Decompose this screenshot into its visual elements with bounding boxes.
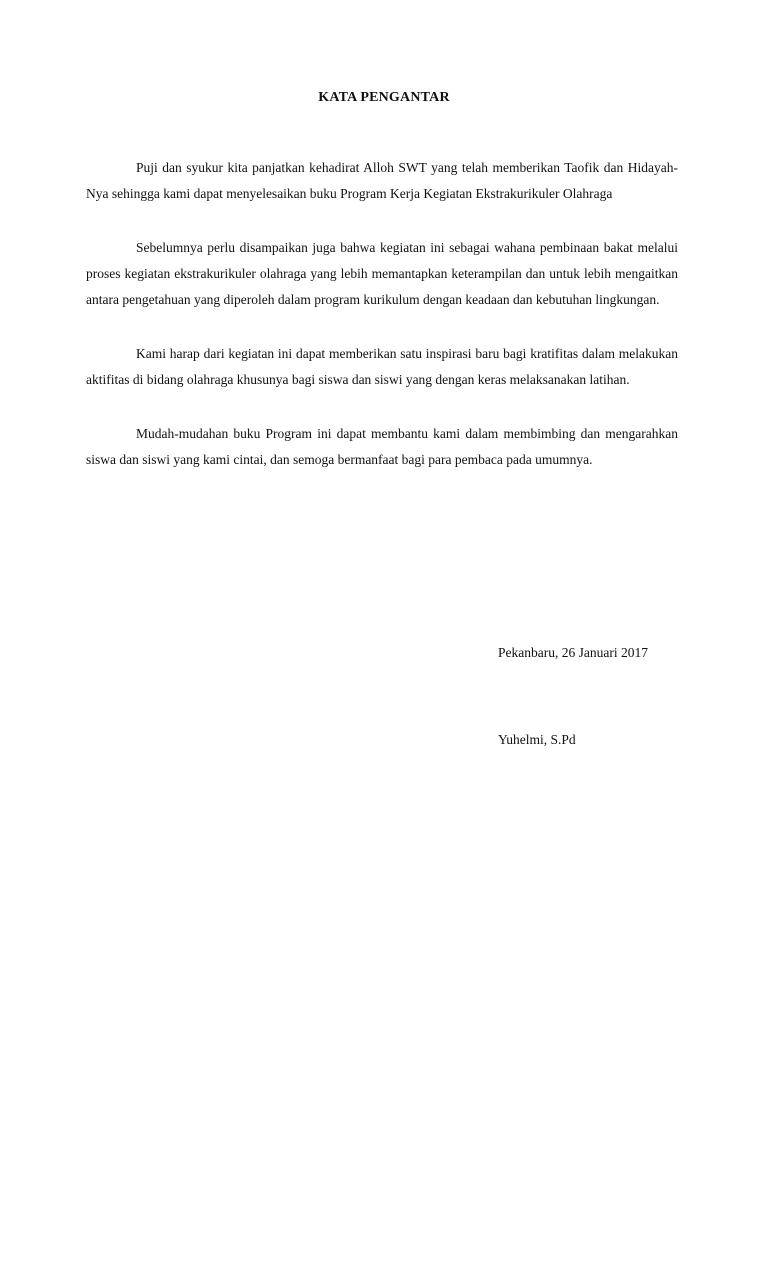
paragraph-4: Mudah-mudahan buku Program ini dapat membantu kami dalam membimbing dan mengarahkan siswa dan siswi yang kami cintai, dan semoga bermanfaat bagi para pembaca pada umumnya.	[86, 426, 678, 467]
paragraph-1: Puji dan syukur kita panjatkan kehadirat Alloh SWT yang telah memberikan Taofik dan Hidayah-Nya sehingga kami dapat menyelesaikan buku Program Kerja Kegiatan Ekstrakurikuler Olahraga	[86, 160, 678, 201]
page-title: KATA PENGANTAR	[318, 90, 450, 105]
paragraph-3: Kami harap dari kegiatan ini dapat memberikan satu inspirasi baru bagi kratifitas dalam melakukan aktifitas di bidang olahraga khusunya bagi siswa dan siswi yang dengan keras melaksanakan latihan.	[86, 346, 678, 387]
signer-name: Yuhelmi, S.Pd	[498, 732, 576, 747]
document-body	[86, 155, 678, 501]
place-date: Pekanbaru, 26 Januari 2017	[498, 645, 648, 660]
paragraph-2: Sebelumnya perlu disampaikan juga bahwa kegiatan ini sebagai wahana pembinaan bakat melalui proses kegiatan ekstrakurikuler olahraga yang lebih memantapkan keterampilan dan untuk lebih mengaitkan antara pengetahuan yang diperoleh dalam program kurikulum dengan keadaan dan kebutuhan lingkungan.	[86, 240, 678, 307]
